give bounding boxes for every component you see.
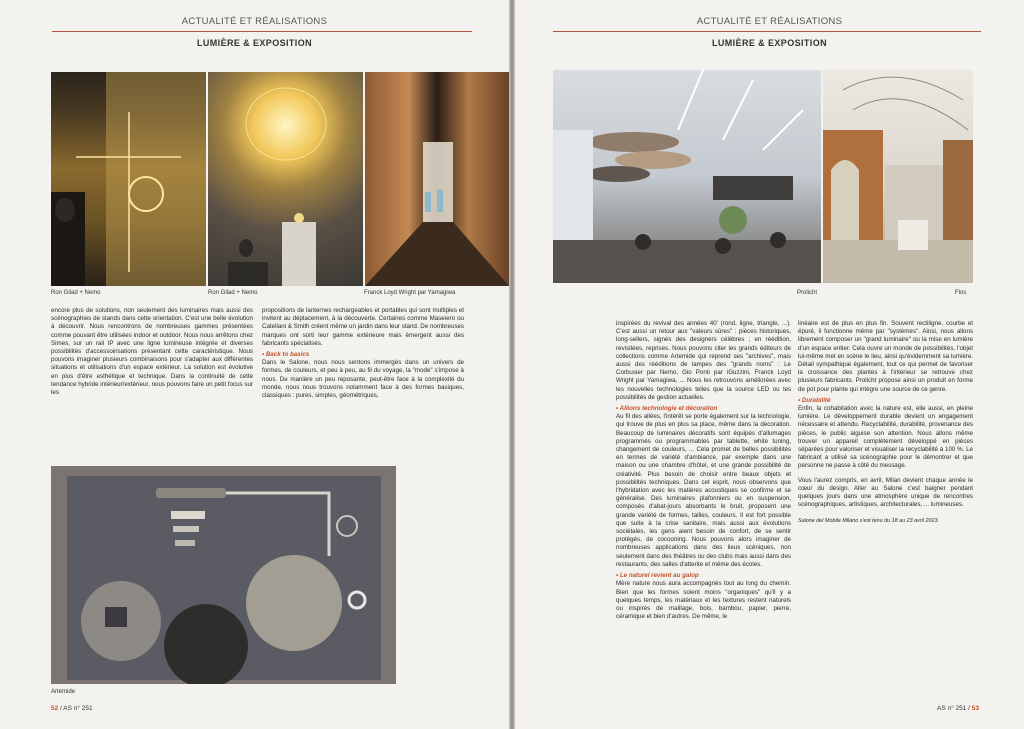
event-note: Salone del Mobile Milano s'est tenu du 18 au 23 avril 2023.: [798, 518, 939, 525]
topic-title: LUMIÈRE & EXPOSITION: [196, 38, 312, 48]
subheading-naturel: • Le naturel revient au galop: [616, 572, 699, 580]
photo-flw-corridor: [365, 72, 509, 286]
paragraph: propositions de lanternes rechargeables et portables qui sont multiples et invitent au déplacement, à la découverte. Certaines comme Maseiero ou Catellani & Smith créent même un jardin dans leur stand. De nombreuses marques ont sorti leur gamme extérieure mais émergent aussi des fabricants spécialisés.: [262, 307, 464, 347]
caption-artemide: Artemide: [51, 689, 76, 695]
subheading-durabilite: • Durabilité: [798, 396, 831, 404]
paragraph: inspirées du revival des années 40' (rond, ligne, triangle, ...). C'est aussi un retour aux "valeurs sûres" : pièces historiques, long-sellers, signés des designers célèbres ; en réédition, revisitées, reprises. Nous pouvons citer les grands éditeurs de collections comme Artemide qui reprend ses "archives", mais aussi des rééditions de lampes des "grands noms" : Le Corbusier par Nemo, Gio Ponti par iGuzzini, Franck Loyd Wright par Yamagiwa, ... Nous les retrouvons améliorées avec les nouvelles technologies telles que la source LED ou les possibilités de gestion actuelles.: [616, 320, 791, 401]
section-title: ACTUALITÉ ET RÉALISATIONS: [696, 16, 843, 27]
paragraph: Au fil des allées, l'intérêt se porte également sur la technologie, qui trouve de plus en plus sa place, même dans la décoration. Beaucoup de luminaires décoratifs sont équipés d'allumages programmés ou programmables par tablette, white tuning, changement de couleurs, ... Cela promet de belles possibilités en termes de variété d'ambiance, par exemple dans une maison ou une chambre d'hôtel, et une grande possibilité de créativité. Plus besoin de choisir entre beaux objets et possibilités techniques. Dans cet esprit, nous observons que l'hybridation avec les matières acoustiques se confirme et se généralise. Des luminaires plafonniers ou en suspension, composés d'abat-jours absorbants le bruit, proposent une grande variété de formes, tailles, couleurs. Il est fort possible que suite à la crise sanitaire, mais aussi aux évolutions sociétales, les gens aient besoin de confort, de se sentir protégés, de cocooning. Nous pouvons alors imaginer de nombreuses applications dans des lieux scéniques, non seulement dans des théâtres ou des clubs mais aussi dans des restaurants, des salles d'attente et même des écoles.: [616, 413, 791, 568]
paragraph: Vous l'aurez compris, en avril, Milan devient chaque année le cœur du design. Aller au Salone c'est baigner pendant quelques jours dans une atmosphère unique de rencontres scénographiques, artistiques, architecturales, ... lumineuses.: [798, 476, 973, 509]
paragraph: encore plus de solutions, non seulement des luminaires mais aussi des scénographies de stands dans cette orientation. C'est une belle évolution à découvrir. Nous rencontrons de nombreuses gammes présentées comme pouvant être utilisées indoor et outdoor. Nous nous arrêtons chez Simes, sur un rail IP avec une ligne lumineuse intégrée et diverses possibilités d'accessoirisations présentant cette caractéristique. Nous pouvons imaginer plusieurs combinaisons pour s'adapter aux différentes situations et utilisations d'un espace extérieur. La solution est évolutive en plus d'être esthétique et technique. Dans la continuité de cette tendance hybride intérieur/extérieur, nous pouvons faire un petit focus sur les: [51, 307, 253, 397]
photo-flos: [823, 70, 973, 283]
paragraph: linéaire est de plus en plus fin. Souvent rectiligne, courbe et épuré, il fonctionne même par "systèmes". Ainsi, nous allons librement composer un "grand luminaire" ou la mise en lumière d'un espace entier. Cela ouvre un monde de possibilités, l'objet lui-même met en scène le lieu, ainsi qu'évidemment sa lumière. Détail sympathique également, tout ce qui permet de favoriser la croissance des plantes à l'intérieur se retrouve chez plusieurs fabricants. Prolicht propose ainsi un produit en forme de pot pour plante qui intègre une source de ce genre.: [798, 320, 973, 393]
folio-left: [51, 705, 93, 712]
paragraph: Mère nature nous aura accompagnés tout au long du chemin. Bien que les formes soient moins "organiques" qu'il y a quelques temps, les matériaux et les textures restent naturels ou inspirés de maillage, bois, bambou, papier, pierre, céramique et bien d'autres. De même, le: [616, 580, 791, 621]
issue-label: AS n° 251 /: [936, 705, 970, 712]
right-page: [515, 0, 1024, 729]
caption-prolicht: Prolicht: [797, 290, 818, 296]
caption-flos: Flos: [955, 290, 967, 296]
header-rule: [553, 31, 981, 32]
left-page: [0, 0, 509, 729]
caption-photo-1: Ron Gilad + Nemo: [51, 290, 101, 296]
subheading-technologie: • Allions technologie et décoration: [616, 405, 718, 413]
header-rule: [52, 31, 472, 32]
section-title: ACTUALITÉ ET RÉALISATIONS: [181, 16, 328, 27]
page-number: 52: [51, 705, 59, 712]
photo-ron-gilad-halo: [208, 72, 363, 286]
caption-photo-2: Ron Gilad + Nemo: [208, 290, 258, 296]
subheading-back-to-basics: • Back to basics: [262, 351, 310, 359]
paragraph: Enfin, la cohabitation avec la nature est, elle aussi, en pleine lumière. Le développement durable devient un engagement nécessaire et attendu. Recyclabilité, durabilité, provenance des pièces, le public aiguise son attention. Nous allons même trouver un appareil complètement développé en pièces séparées pour valoriser et visualiser la recyclabilité à 100 %. Le fabricant a utilisé sa scénographie pour le démontrer et que personne ne passe à côté du message.: [798, 405, 973, 470]
photo-ron-gilad-wall: [51, 72, 206, 286]
folio-right: [937, 705, 979, 712]
text-column-3: [616, 320, 791, 621]
topic-title: LUMIÈRE & EXPOSITION: [711, 38, 827, 48]
text-column-2: [262, 307, 464, 400]
page-number: 53: [971, 705, 979, 712]
text-column-4: [798, 320, 973, 526]
issue-label: / AS n° 251: [60, 705, 93, 712]
text-column-1: [51, 307, 253, 397]
photo-prolicht: [553, 70, 821, 283]
caption-photo-3: Franck Loyd Wright par Yamagiwa: [364, 290, 456, 296]
photo-artemide-parts: [51, 466, 396, 684]
paragraph: Dans le Salone, nous nous sentons immergés dans un univers de formes, de couleurs, et peu à peu, au fil du voyage, la "mode" s'impose à nous. De manière un peu reposante, peut-être face à la complexité du monde, nous nous trouvons notamment face à des formes basiques, classiques : pures, simples, géométriques,: [262, 359, 464, 400]
